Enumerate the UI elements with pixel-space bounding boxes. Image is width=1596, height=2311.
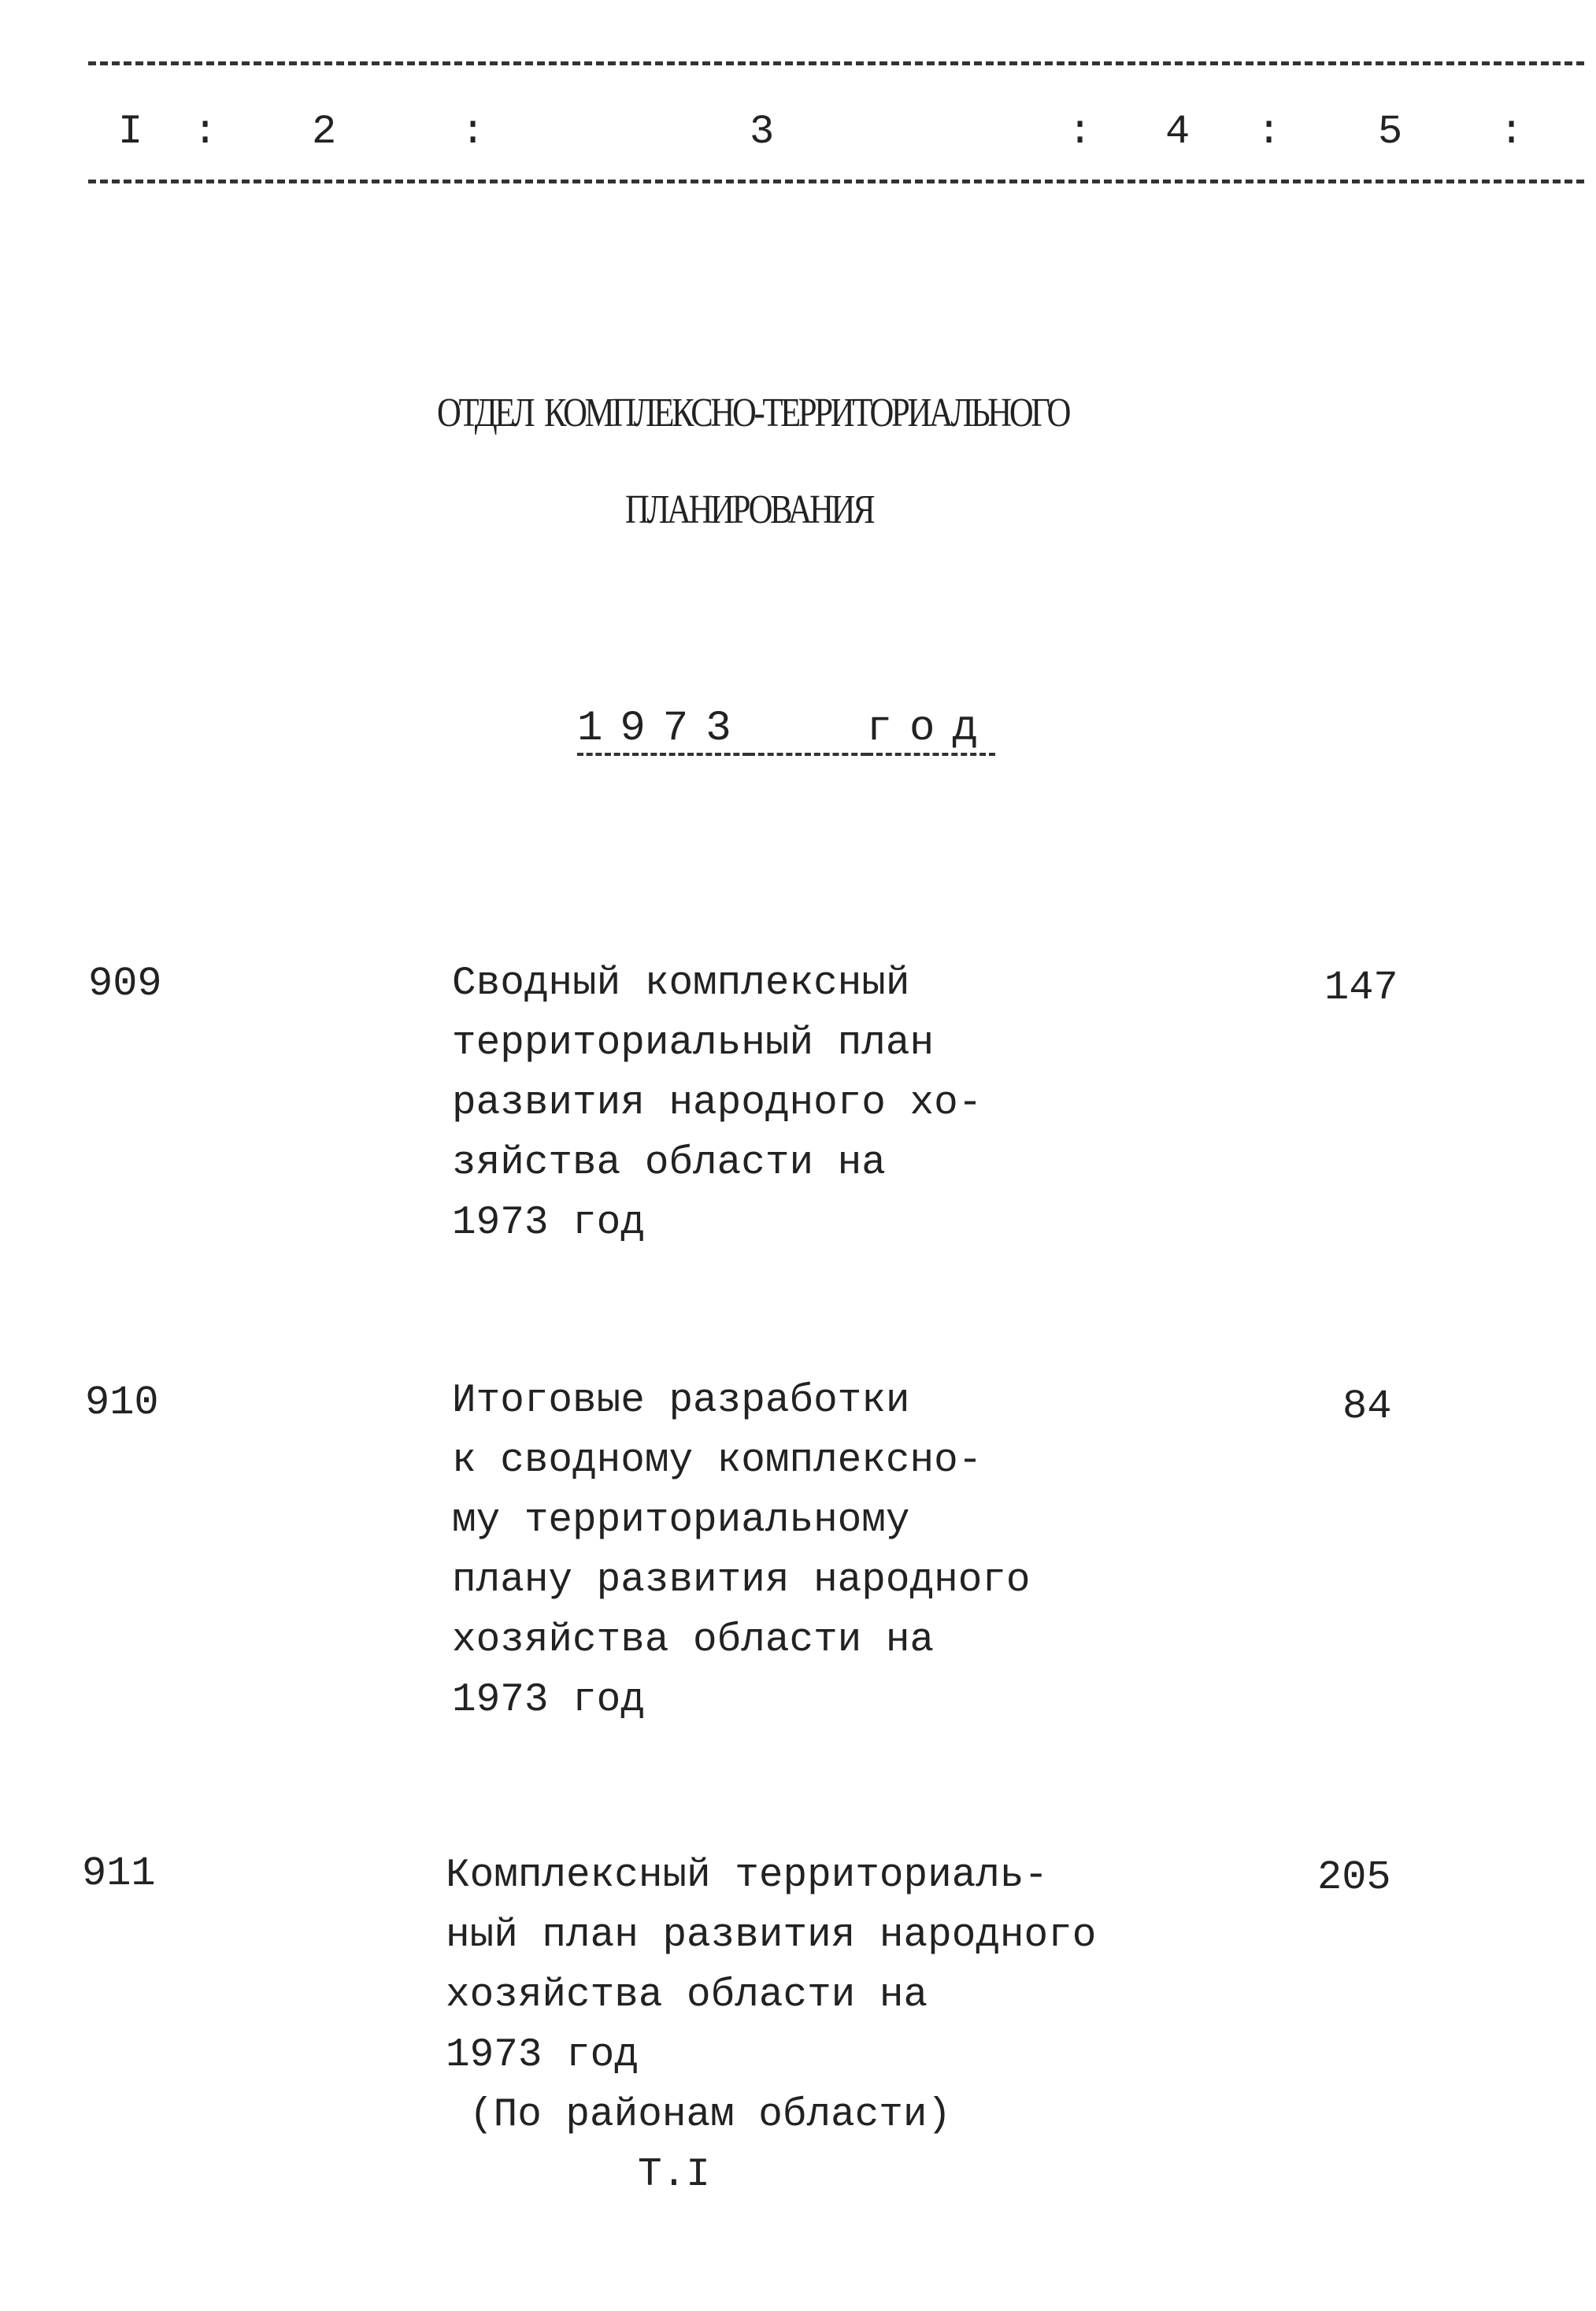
entry-line: хозяйства области на <box>446 1973 928 2018</box>
year: 1973 <box>577 705 749 756</box>
entry-number: 909 <box>88 961 162 1007</box>
separator: : <box>1257 109 1282 155</box>
entry-note: (По районам области) <box>469 2093 952 2138</box>
entry-line: Сводный комплексный <box>452 961 910 1006</box>
separator: : <box>1499 109 1524 155</box>
entry-volume: Т.I <box>638 2153 710 2198</box>
entry-line: 1973 год <box>446 2033 639 2078</box>
entry-line: к сводному комплексно- <box>452 1439 983 1483</box>
column-3: 3 <box>750 109 775 155</box>
entry-line: Комплексный территориаль- <box>446 1854 1049 1898</box>
entry-line: зяйства области на <box>452 1141 886 1186</box>
column-5: 5 <box>1378 109 1403 155</box>
entry-count: 147 <box>1324 965 1398 1011</box>
entry-line: му территориальному <box>452 1498 910 1543</box>
top-rule <box>88 61 1584 65</box>
year-suffix: год <box>867 705 995 756</box>
separator: : <box>193 109 218 155</box>
entry-number: 911 <box>82 1850 156 1897</box>
column-1: I <box>118 109 143 155</box>
entry-count: 205 <box>1317 1854 1391 1901</box>
entry-title <box>452 1372 1031 1731</box>
department-title-line2: ПЛАНИРОВАНИЯ <box>625 487 873 532</box>
year-heading <box>577 705 995 756</box>
entry-line: 1973 год <box>452 1678 645 1723</box>
entry-count: 84 <box>1342 1383 1392 1430</box>
entry-number: 910 <box>85 1380 159 1426</box>
entry-line: плану развития народного <box>452 1558 1031 1603</box>
column-2: 2 <box>312 109 337 155</box>
entry-line: ный план развития народного <box>446 1913 1097 1958</box>
entry-line: хозяйства области на <box>452 1618 935 1663</box>
department-title: ОТДЕЛ КОМПЛЕКСНО-ТЕРРИТОРИАЛЬНОГО <box>437 391 1069 435</box>
entry-line: развития народного хо- <box>452 1081 983 1126</box>
entry-line: территориальный план <box>452 1021 935 1066</box>
entry-title <box>446 1846 1096 2205</box>
separator: : <box>1068 109 1093 155</box>
entry-line: Итоговые разработки <box>452 1379 910 1424</box>
bottom-rule <box>88 180 1584 183</box>
column-4: 4 <box>1165 109 1191 155</box>
entry-line: 1973 год <box>452 1201 645 1246</box>
separator: : <box>461 109 486 155</box>
entry-title <box>452 954 982 1254</box>
